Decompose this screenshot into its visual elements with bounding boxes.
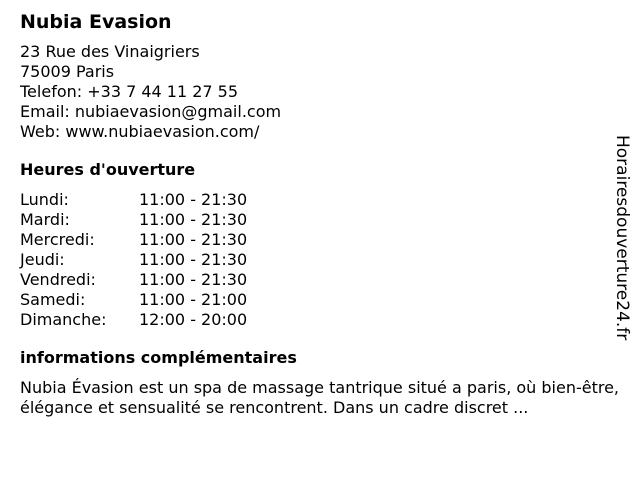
opening-hours-heading: Heures d'ouverture [20,160,196,179]
site-watermark: Horairesdouverture24.fr [612,135,632,341]
hours-day: Mercredi: [20,230,95,249]
hours-time: 12:00 - 20:00 [139,310,248,329]
email-line: Email: nubiaevasion@gmail.com [20,102,282,121]
phone-line: Telefon: +33 7 44 11 27 55 [20,82,239,101]
hours-day: Vendredi: [20,270,96,289]
additional-info-heading: informations complémentaires [20,348,297,367]
business-name: Nubia Evasion [20,11,172,33]
hours-day: Jeudi: [20,250,65,269]
hours-time: 11:00 - 21:30 [139,190,248,209]
web-line: Web: www.nubiaevasion.com/ [20,122,260,141]
hours-day: Dimanche: [20,310,107,329]
opening-hours-table [20,190,610,330]
hours-time: 11:00 - 21:30 [139,230,248,249]
address-street: 23 Rue des Vinaigriers [20,42,200,61]
hours-time: 11:00 - 21:30 [139,250,248,269]
address-city: 75009 Paris [20,62,115,81]
business-card [20,10,620,418]
additional-info-text: Nubia Évasion est un spa de massage tantrique situé a paris, où bien-être, élégance et sensualité se rencontrent. Dans un cadre discret ... [20,378,620,417]
hours-day: Lundi: [20,190,69,209]
hours-day: Mardi: [20,210,70,229]
hours-day: Samedi: [20,290,86,309]
hours-time: 11:00 - 21:30 [139,210,248,229]
hours-time: 11:00 - 21:00 [139,290,248,309]
hours-time: 11:00 - 21:30 [139,270,248,289]
